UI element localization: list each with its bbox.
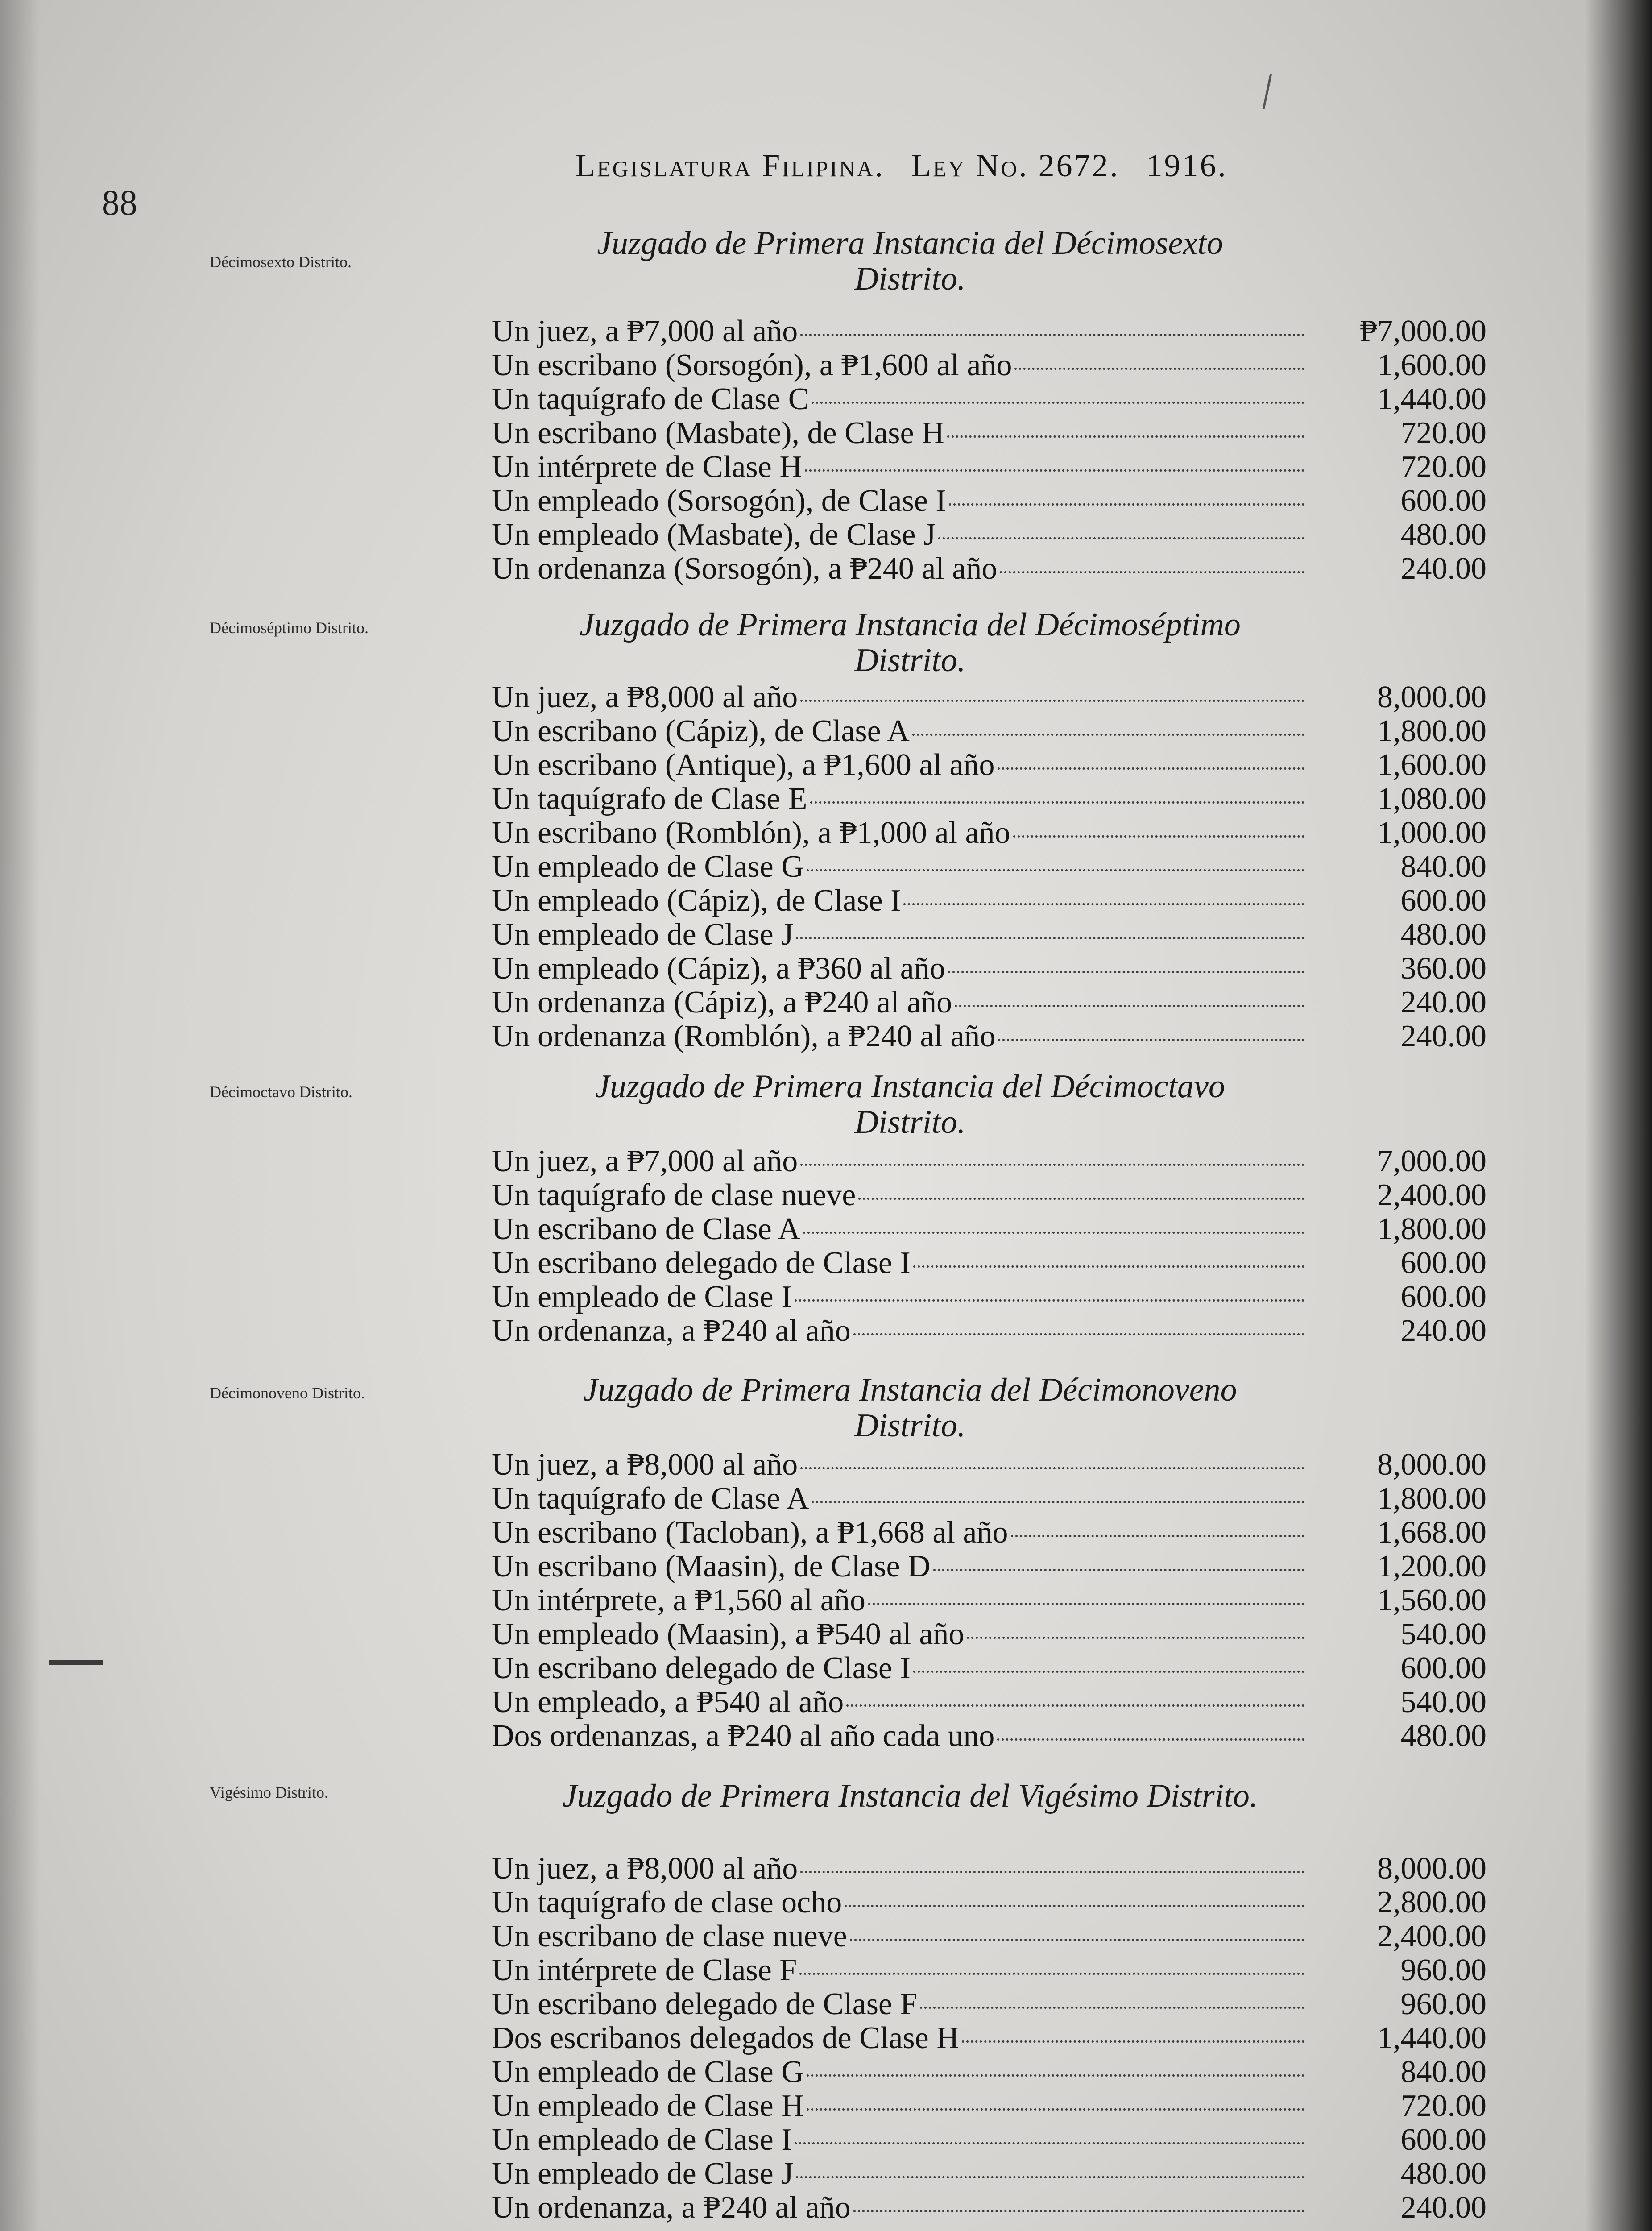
dot-leader bbox=[799, 1973, 1304, 1975]
salary-amount: 1,560.00 bbox=[1377, 1583, 1486, 1617]
salary-list-district-16 bbox=[492, 315, 1486, 586]
position-description: Un taquígrafo de clase ocho bbox=[492, 1885, 842, 1920]
position-description: Un escribano (Romblón), a ₱1,000 al año bbox=[492, 816, 1010, 850]
position-description: Un taquígrafo de Clase C bbox=[492, 382, 809, 416]
page-shadow-left bbox=[0, 0, 40, 2231]
margin-dash-mark bbox=[49, 1660, 103, 1665]
salary-amount: 1,000.00 bbox=[1377, 816, 1486, 850]
salary-row bbox=[492, 748, 1486, 782]
salary-amount: 960.00 bbox=[1400, 1953, 1486, 1987]
running-head bbox=[576, 147, 1245, 184]
salary-row bbox=[492, 348, 1486, 382]
position-description: Un juez, a ₱8,000 al año bbox=[492, 680, 798, 714]
position-description: Un empleado de Clase I bbox=[492, 2123, 792, 2157]
salary-amount: 8,000.00 bbox=[1377, 680, 1486, 714]
position-description: Un escribano (Cápiz), de Clase A bbox=[492, 714, 910, 748]
salary-amount: 240.00 bbox=[1400, 2190, 1486, 2225]
dot-leader bbox=[1000, 571, 1304, 573]
salary-amount: 480.00 bbox=[1400, 917, 1486, 952]
position-description: Dos ordenanzas, a ₱240 al año cada uno bbox=[492, 1719, 995, 1753]
salary-amount: 1,200.00 bbox=[1377, 1549, 1486, 1584]
dot-leader bbox=[913, 1265, 1304, 1268]
salary-amount: 480.00 bbox=[1400, 1719, 1486, 1753]
salary-amount: 1,600.00 bbox=[1377, 748, 1486, 782]
salary-row bbox=[492, 1719, 1486, 1753]
salary-row bbox=[492, 1448, 1486, 1482]
position-description: Un empleado de Clase G bbox=[492, 2055, 804, 2089]
position-description: Un juez, a ₱7,000 al año bbox=[492, 1144, 798, 1178]
salary-amount: 720.00 bbox=[1400, 2089, 1486, 2123]
dot-leader bbox=[903, 903, 1304, 905]
salary-amount: 600.00 bbox=[1400, 1651, 1486, 1685]
court-title-district-19: Juzgado de Primera Instancia del Décimonoveno Distrito. bbox=[583, 1372, 1237, 1444]
salary-amount: 540.00 bbox=[1400, 1685, 1486, 1719]
position-description: Un empleado de Clase J bbox=[492, 917, 794, 952]
salary-amount: 240.00 bbox=[1400, 985, 1486, 1020]
position-description: Un taquígrafo de clase nueve bbox=[492, 1178, 856, 1212]
salary-list-district-19 bbox=[492, 1448, 1486, 1753]
dot-leader bbox=[810, 801, 1304, 804]
dot-leader bbox=[967, 1637, 1304, 1639]
position-description: Un ordenanza, a ₱240 al año bbox=[492, 2190, 851, 2225]
position-description: Un empleado de Clase J bbox=[492, 2156, 794, 2191]
page-shadow-right bbox=[1585, 0, 1652, 2231]
salary-row bbox=[492, 850, 1486, 884]
salary-row bbox=[492, 1886, 1486, 1920]
salary-row bbox=[492, 2021, 1486, 2055]
salary-amount: 540.00 bbox=[1400, 1617, 1486, 1651]
dot-leader bbox=[948, 971, 1304, 973]
dot-leader bbox=[997, 1738, 1304, 1741]
salary-amount: ₱7,000.00 bbox=[1360, 314, 1486, 348]
dot-leader bbox=[800, 1467, 1304, 1469]
salary-list-district-20 bbox=[492, 1852, 1486, 2225]
salary-list-district-17 bbox=[492, 680, 1486, 1053]
position-description: Un escribano (Maasin), de Clase D bbox=[492, 1549, 931, 1584]
dot-leader bbox=[846, 1704, 1304, 1707]
salary-amount: 2,400.00 bbox=[1377, 1178, 1486, 1212]
salary-amount: 720.00 bbox=[1400, 450, 1486, 484]
position-description: Dos escribanos delegados de Clase H bbox=[492, 2021, 959, 2055]
position-description: Un ordenanza (Sorsogón), a ₱240 al año bbox=[492, 552, 998, 586]
salary-amount: 1,080.00 bbox=[1377, 782, 1486, 816]
position-description: Un taquígrafo de Clase E bbox=[492, 782, 807, 816]
running-head-year: 1916. bbox=[1146, 148, 1228, 183]
position-description: Un taquígrafo de Clase A bbox=[492, 1481, 809, 1516]
salary-row bbox=[492, 1516, 1486, 1550]
court-title-district-16: Juzgado de Primera Instancia del Décimosexto Distrito. bbox=[597, 225, 1223, 297]
dot-leader bbox=[812, 1501, 1304, 1503]
position-description: Un empleado (Cápiz), a ₱360 al año bbox=[492, 951, 945, 986]
salary-amount: 600.00 bbox=[1400, 2123, 1486, 2157]
position-description: Un empleado de Clase I bbox=[492, 1280, 792, 1314]
dot-leader bbox=[807, 869, 1304, 871]
position-description: Un empleado (Masbate), de Clase J bbox=[492, 518, 936, 552]
dot-leader bbox=[912, 734, 1304, 736]
salary-amount: 960.00 bbox=[1400, 1987, 1486, 2021]
position-description: Un escribano (Masbate), de Clase H bbox=[492, 416, 944, 450]
position-description: Un empleado (Maasin), a ₱540 al año bbox=[492, 1617, 965, 1651]
salary-row bbox=[492, 416, 1486, 450]
position-description: Un intérprete de Clase H bbox=[492, 450, 802, 484]
dot-leader bbox=[998, 1039, 1304, 1041]
dot-leader bbox=[955, 1005, 1304, 1007]
position-description: Un empleado de Clase G bbox=[492, 850, 804, 884]
dot-leader bbox=[913, 1671, 1304, 1673]
salary-row bbox=[492, 1685, 1486, 1719]
salary-row bbox=[492, 382, 1486, 416]
salary-amount: 7,000.00 bbox=[1377, 1144, 1486, 1178]
position-description: Un escribano de Clase A bbox=[492, 1212, 801, 1246]
dot-leader bbox=[853, 2210, 1304, 2212]
page-number: 88 bbox=[102, 183, 137, 223]
salary-row bbox=[492, 918, 1486, 952]
salary-row bbox=[492, 714, 1486, 748]
dot-leader bbox=[800, 700, 1304, 702]
salary-row bbox=[492, 1920, 1486, 1953]
salary-row bbox=[492, 552, 1486, 586]
salary-amount: 720.00 bbox=[1400, 416, 1486, 450]
dot-leader bbox=[803, 1232, 1304, 1234]
dot-leader bbox=[962, 2040, 1304, 2043]
margin-note-district-18: Décimoctavo Distrito. bbox=[210, 1083, 352, 1101]
salary-amount: 1,668.00 bbox=[1377, 1515, 1486, 1550]
dot-leader bbox=[796, 937, 1304, 939]
dot-leader bbox=[1013, 835, 1304, 838]
salary-row bbox=[492, 1482, 1486, 1516]
salary-row bbox=[492, 2157, 1486, 2191]
dot-leader bbox=[858, 1198, 1304, 1200]
position-description: Un escribano (Antique), a ₱1,600 al año bbox=[492, 748, 995, 782]
margin-note-district-20: Vigésimo Distrito. bbox=[210, 1783, 328, 1801]
dot-leader bbox=[938, 537, 1304, 539]
salary-amount: 600.00 bbox=[1400, 484, 1486, 518]
position-description: Un empleado (Sorsogón), de Clase I bbox=[492, 484, 946, 518]
salary-amount: 8,000.00 bbox=[1377, 1851, 1486, 1886]
salary-row bbox=[492, 1651, 1486, 1685]
position-description: Un empleado, a ₱540 al año bbox=[492, 1685, 844, 1719]
salary-row bbox=[492, 315, 1486, 348]
salary-amount: 840.00 bbox=[1400, 2055, 1486, 2089]
salary-amount: 1,600.00 bbox=[1377, 348, 1486, 382]
salary-list-district-18 bbox=[492, 1145, 1486, 1348]
salary-amount: 2,800.00 bbox=[1377, 1885, 1486, 1920]
position-description: Un escribano de clase nueve bbox=[492, 1919, 847, 1953]
dot-leader bbox=[1011, 1535, 1305, 1537]
salary-row bbox=[492, 1550, 1486, 1584]
salary-row bbox=[492, 2123, 1486, 2157]
salary-amount: 1,800.00 bbox=[1377, 1481, 1486, 1516]
dot-leader bbox=[807, 2074, 1304, 2077]
salary-amount: 1,440.00 bbox=[1377, 382, 1486, 416]
salary-row bbox=[492, 680, 1486, 714]
salary-row bbox=[492, 1987, 1486, 2021]
salary-row bbox=[492, 1020, 1486, 1053]
dot-leader bbox=[795, 1299, 1304, 1302]
salary-row bbox=[492, 2089, 1486, 2123]
salary-row bbox=[492, 1280, 1486, 1314]
salary-amount: 600.00 bbox=[1400, 1246, 1486, 1280]
position-description: Un escribano delegado de Clase I bbox=[492, 1246, 911, 1280]
dot-leader bbox=[920, 2007, 1304, 2009]
dot-leader bbox=[949, 503, 1304, 506]
position-description: Un ordenanza, a ₱240 al año bbox=[492, 1314, 851, 1348]
dot-leader bbox=[845, 1905, 1304, 1907]
margin-note-district-17: Décimoséptimo Distrito. bbox=[210, 619, 368, 637]
salary-amount: 2,400.00 bbox=[1377, 1919, 1486, 1953]
salary-row bbox=[492, 986, 1486, 1020]
dot-leader bbox=[795, 2142, 1304, 2144]
salary-amount: 480.00 bbox=[1400, 2156, 1486, 2191]
salary-amount: 1,440.00 bbox=[1377, 2021, 1486, 2055]
position-description: Un ordenanza (Romblón), a ₱240 al año bbox=[492, 1019, 996, 1053]
position-description: Un intérprete, a ₱1,560 al año bbox=[492, 1583, 865, 1617]
salary-amount: 240.00 bbox=[1400, 552, 1486, 586]
salary-row bbox=[492, 1314, 1486, 1348]
salary-row bbox=[492, 884, 1486, 918]
dot-leader bbox=[868, 1603, 1304, 1605]
salary-row bbox=[492, 816, 1486, 850]
dot-leader bbox=[807, 2108, 1304, 2111]
position-description: Un juez, a ₱8,000 al año bbox=[492, 1447, 798, 1482]
dot-leader bbox=[800, 1871, 1304, 1873]
position-description: Un juez, a ₱7,000 al año bbox=[492, 314, 798, 348]
salary-row bbox=[492, 518, 1486, 552]
salary-row bbox=[492, 952, 1486, 986]
position-description: Un empleado de Clase H bbox=[492, 2089, 804, 2123]
dot-leader bbox=[800, 1164, 1304, 1166]
salary-row bbox=[492, 1953, 1486, 1987]
margin-note-district-16: Décimosexto Distrito. bbox=[210, 253, 352, 271]
position-description: Un escribano (Tacloban), a ₱1,668 al año bbox=[492, 1515, 1008, 1550]
salary-amount: 600.00 bbox=[1400, 883, 1486, 918]
salary-row bbox=[492, 1617, 1486, 1651]
margin-note-district-19: Décimonoveno Distrito. bbox=[210, 1384, 365, 1402]
salary-amount: 1,800.00 bbox=[1377, 1212, 1486, 1246]
position-description: Un intérprete de Clase F bbox=[492, 1953, 797, 1987]
court-title-district-17: Juzgado de Primera Instancia del Décimoséptimo Distrito. bbox=[580, 606, 1241, 679]
salary-row bbox=[492, 1584, 1486, 1617]
salary-amount: 360.00 bbox=[1400, 951, 1486, 986]
dot-leader bbox=[812, 402, 1304, 404]
salary-amount: 600.00 bbox=[1400, 1280, 1486, 1314]
salary-amount: 8,000.00 bbox=[1377, 1447, 1486, 1482]
dot-leader bbox=[998, 767, 1305, 770]
dot-leader bbox=[1014, 368, 1304, 370]
salary-row bbox=[492, 1145, 1486, 1178]
dot-leader bbox=[805, 469, 1304, 472]
salary-row bbox=[492, 2191, 1486, 2225]
salary-amount: 480.00 bbox=[1400, 518, 1486, 552]
dot-leader bbox=[853, 1333, 1304, 1335]
salary-row bbox=[492, 484, 1486, 518]
position-description: Un escribano (Sorsogón), a ₱1,600 al año bbox=[492, 348, 1012, 382]
running-head-legislature: Legislatura Filipina. bbox=[576, 148, 885, 183]
salary-row bbox=[492, 782, 1486, 816]
court-title-district-18: Juzgado de Primera Instancia del Décimoctavo Distrito. bbox=[595, 1068, 1225, 1140]
dot-leader bbox=[947, 435, 1304, 438]
salary-row bbox=[492, 1852, 1486, 1886]
salary-row bbox=[492, 1246, 1486, 1280]
salary-amount: 1,800.00 bbox=[1377, 714, 1486, 748]
salary-row bbox=[492, 2055, 1486, 2089]
position-description: Un ordenanza (Cápiz), a ₱240 al año bbox=[492, 985, 952, 1020]
position-description: Un escribano delegado de Clase F bbox=[492, 1987, 918, 2021]
salary-row bbox=[492, 1178, 1486, 1212]
salary-amount: 840.00 bbox=[1400, 850, 1486, 884]
position-description: Un juez, a ₱8,000 al año bbox=[492, 1851, 798, 1886]
position-description: Un empleado (Cápiz), de Clase I bbox=[492, 883, 901, 918]
salary-amount: 240.00 bbox=[1400, 1019, 1486, 1053]
court-title-district-20: Juzgado de Primera Instancia del Vigésimo Distrito. bbox=[562, 1778, 1258, 1814]
dot-leader bbox=[796, 2176, 1304, 2178]
dot-leader bbox=[800, 334, 1304, 336]
dot-leader bbox=[933, 1569, 1304, 1571]
position-description: Un escribano delegado de Clase I bbox=[492, 1651, 911, 1685]
salary-amount: 240.00 bbox=[1400, 1314, 1486, 1348]
salary-row bbox=[492, 1212, 1486, 1246]
dot-leader bbox=[850, 1939, 1304, 1941]
running-head-law: Ley No. 2672. bbox=[911, 148, 1120, 183]
pencil-mark bbox=[1263, 74, 1272, 109]
salary-row bbox=[492, 450, 1486, 484]
